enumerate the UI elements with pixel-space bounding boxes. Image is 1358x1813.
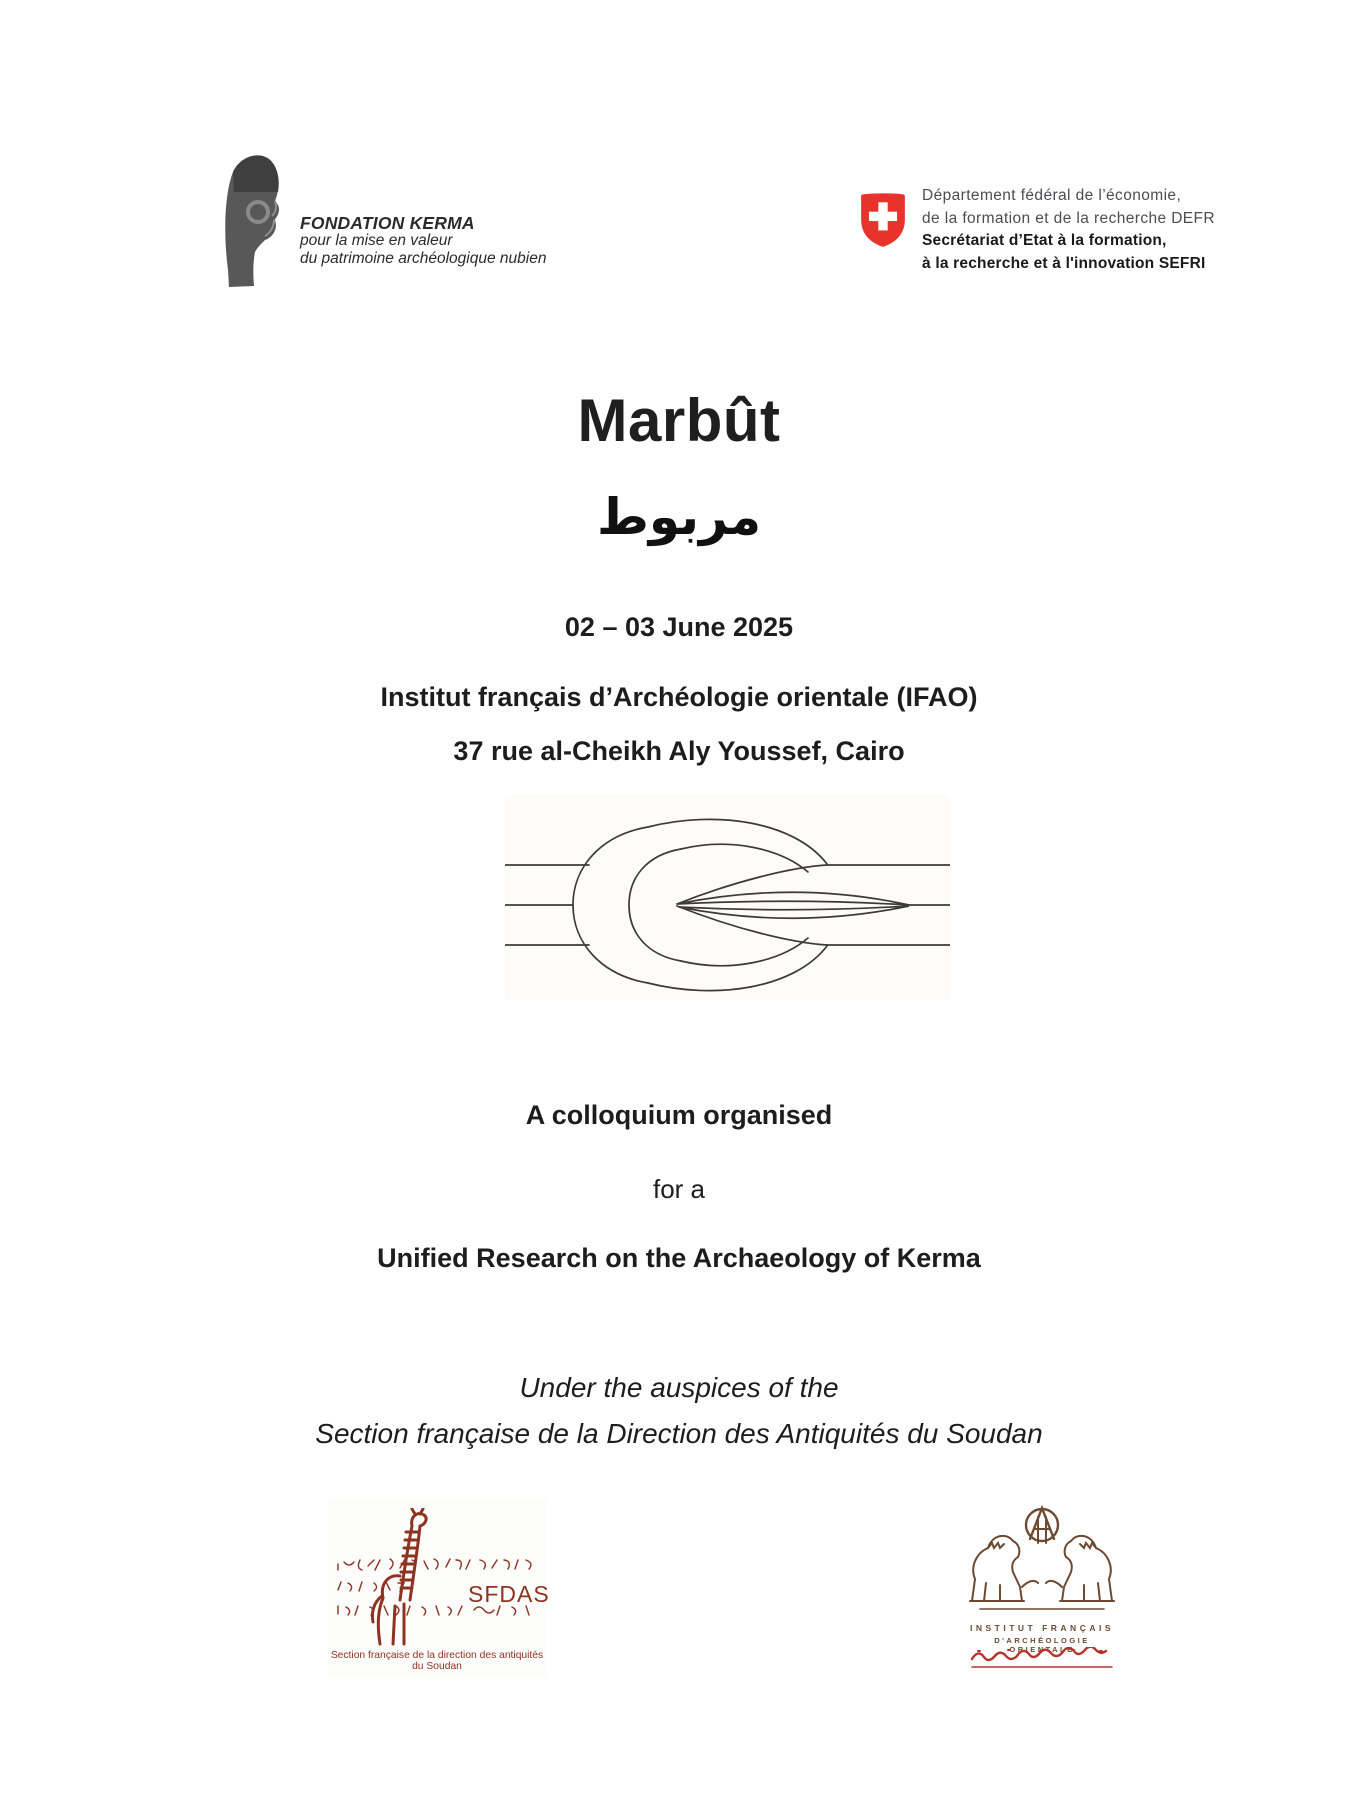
swiss-line-2: de la formation et de la recherche DEFR <box>922 209 1216 227</box>
event-dates: 02 – 03 June 2025 <box>564 612 794 642</box>
swiss-line-1: Département fédéral de l’économie, <box>922 187 1182 204</box>
ifao-caption-line-2: D'ARCHÉOLOGIE ORIENTALE <box>994 1636 1090 1654</box>
page-title-arabic: مربوط <box>596 488 762 546</box>
ifao-caption-line-1: INSTITUT FRANÇAIS <box>969 1623 1115 1633</box>
swiss-department-text <box>922 185 1215 275</box>
sfdas-giraffe-icon <box>360 1508 444 1650</box>
kerma-tagline-1: pour la mise en valeur <box>300 232 453 249</box>
swiss-shield-icon <box>858 190 908 249</box>
for-a-line: for a <box>652 1174 706 1204</box>
sfdas-logo <box>328 1498 550 1678</box>
colloquium-line: A colloquium organised <box>525 1100 833 1130</box>
ifao-arabic-calligraphy-icon <box>968 1647 1116 1671</box>
sfdas-acronym: SFDAS <box>468 1581 550 1607</box>
unified-research-line: Unified Research on the Archaeology of Kerma <box>377 1243 981 1273</box>
ifao-logo <box>960 1505 1124 1677</box>
auspices-line-2: Section française de la Direction des Antiquités du Soudan <box>315 1418 1043 1449</box>
kerma-tagline-2: du patrimoine archéologique nubien <box>300 250 547 267</box>
sfdas-caption: Section française de la direction des antiquités du Soudan <box>330 1650 544 1672</box>
page-title: Marbût <box>577 387 781 454</box>
kerma-foundation-name: FONDATION KERMA <box>300 213 475 233</box>
kerma-logo-text <box>300 214 546 268</box>
kerma-head-statue-icon <box>220 148 284 288</box>
venue-name: Institut français d’Archéologie orientale (IFAO) <box>380 682 978 712</box>
swiss-line-4: à la recherche et à l'innovation SEFRI <box>922 254 1206 272</box>
auspices-line-1: Under the auspices of the <box>519 1372 839 1403</box>
swiss-line-3: Secrétariat d’Etat à la formation, <box>922 232 1167 249</box>
venue-address: 37 rue al-Cheikh Aly Youssef, Cairo <box>453 736 905 766</box>
reef-knot-figure <box>505 795 950 1000</box>
ifao-lions-monogram-icon <box>960 1505 1124 1623</box>
reef-knot-icon <box>505 795 950 1000</box>
